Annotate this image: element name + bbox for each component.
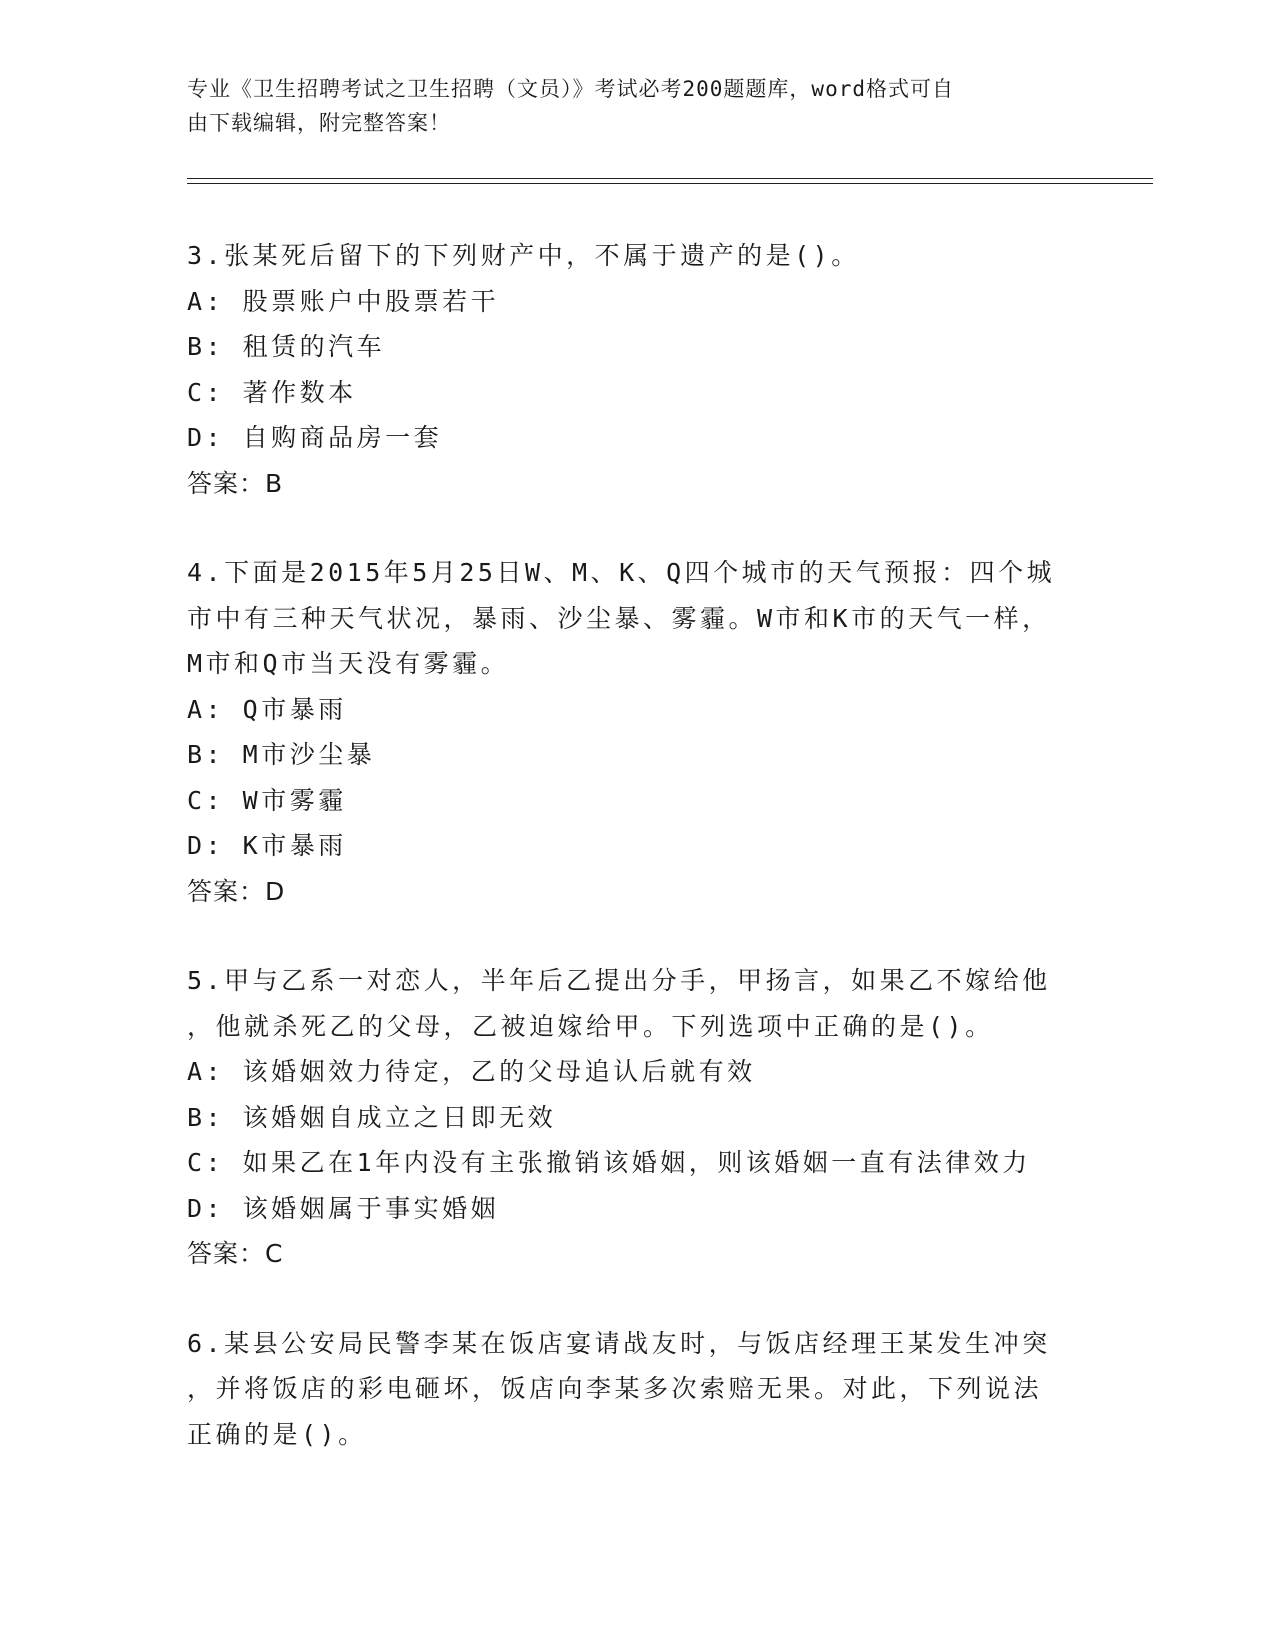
question-text: [187, 550, 1087, 687]
question-text-line: 3.张某死后留下的下列财产中，不属于遗产的是()。: [187, 241, 860, 270]
question-text-line: 4.下面是2015年5月25日W、M、K、Q四个城市的天气预报：四个城: [187, 558, 1056, 587]
option-d: D: K市暴雨: [187, 831, 347, 860]
question-text: [187, 233, 1087, 279]
question-6: [187, 1321, 1087, 1458]
option-a: A: Q市暴雨: [187, 694, 347, 724]
option-b: B: 该婚姻自成立之日即无效: [187, 1102, 557, 1132]
header-divider-top: [187, 178, 1153, 179]
option-a: A: 该婚姻效力待定，乙的父母追认后就有效: [187, 1057, 756, 1086]
question-text-line: M市和Q市当天没有雾霾。: [187, 649, 510, 678]
option-d: D: 该婚姻属于事实婚姻: [187, 1193, 500, 1223]
question-text-line: 市中有三种天气状况，暴雨、沙尘暴、雾霾。W市和K市的天气一样，: [187, 603, 1051, 633]
question-list: [187, 233, 1087, 1501]
question-text-line: 5.甲与乙系一对恋人，半年后乙提出分手，甲扬言，如果乙不嫁给他: [187, 966, 1051, 995]
option-d: D: 自购商品房一套: [187, 423, 443, 452]
option-c: C: 如果乙在1年内没有主张撤销该婚姻，则该婚姻一直有法律效力: [187, 1148, 1031, 1177]
document-header: [187, 72, 1067, 140]
question-text-line: 正确的是()。: [187, 1419, 367, 1449]
option-b: B: 租赁的汽车: [187, 332, 386, 361]
question-3: [187, 233, 1087, 506]
question-text-line: ，并将饭店的彩电砸坏，饭店向李某多次索赔无果。对此，下列说法: [187, 1374, 1043, 1403]
answer-label: 答案：B: [187, 468, 284, 498]
option-b: B: M市沙尘暴: [187, 740, 376, 769]
header-line-1: 专业《卫生招聘考试之卫生招聘（文员）》考试必考200题题库，word格式可自: [187, 77, 954, 101]
question-text-line: 6.某县公安局民警李某在饭店宴请战友时，与饭店经理王某发生冲突: [187, 1328, 1051, 1358]
header-divider-bottom: [187, 183, 1153, 184]
option-a: A: 股票账户中股票若干: [187, 286, 500, 316]
option-c: C: W市雾霾: [187, 785, 347, 815]
header-line-2: 由下载编辑，附完整答案！: [187, 111, 451, 135]
answer-label: 答案：D: [187, 876, 286, 906]
question-text-line: ，他就杀死乙的父母，乙被迫嫁给甲。下列选项中正确的是()。: [187, 1011, 994, 1041]
question-5: [187, 958, 1087, 1277]
option-c: C: 著作数本: [187, 377, 357, 407]
question-text: [187, 958, 1087, 1049]
question-4: [187, 550, 1087, 914]
answer-label: 答案：C: [187, 1239, 284, 1268]
question-text: [187, 1321, 1087, 1458]
